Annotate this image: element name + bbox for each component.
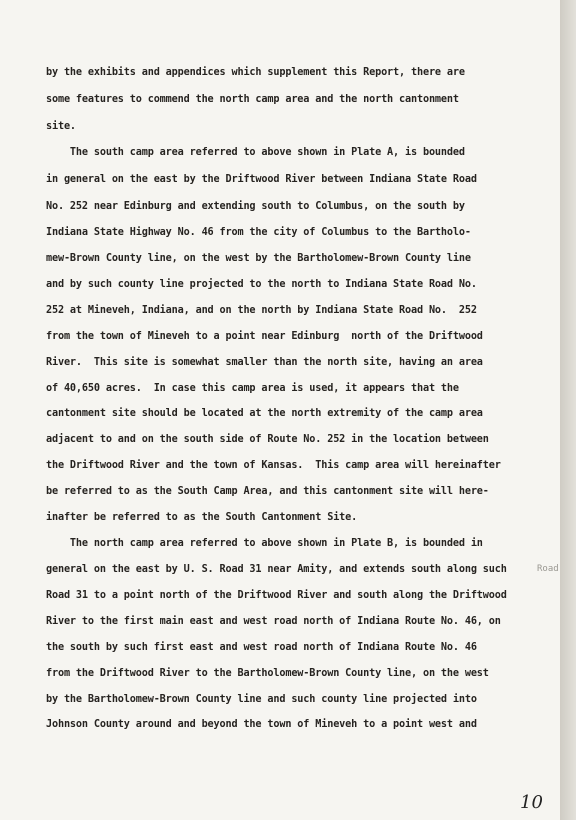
text-line-13: of 40,650 acres. In case this camp area is used, it appears that the — [46, 383, 459, 394]
text-line-16: the Driftwood River and the town of Kansas. This camp area will hereinafter — [46, 460, 501, 471]
text-line-18: inafter be referred to as the South Cantonment Site. — [46, 512, 358, 523]
text-line-12: River. This site is somewhat smaller than the north site, having an area — [46, 357, 483, 368]
text-line-14: cantonment site should be located at the north extremity of the camp area — [46, 408, 483, 419]
text-line-15: adjacent to and on the south side of Route No. 252 in the location between — [46, 434, 489, 445]
text-line-2: some features to commend the north camp area and the north cantonment — [46, 94, 459, 105]
text-line-23: the south by such first east and west road north of Indiana Route No. 46 — [46, 642, 477, 653]
text-line-25: by the Bartholomew-Brown County line and such county line projected into — [46, 694, 477, 705]
text-line-5: in general on the east by the Driftwood River between Indiana State Road — [46, 174, 477, 185]
text-line-19: The north camp area referred to above shown in Plate B, is bounded in — [46, 538, 483, 549]
text-line-20: general on the east by U. S. Road 31 near Amity, and extends south along such — [46, 564, 507, 575]
margin-bleed-through-text: Road — [537, 564, 559, 574]
text-line-6: No. 252 near Edinburg and extending south to Columbus, on the south by — [46, 201, 465, 212]
text-line-24: from the Driftwood River to the Bartholomew-Brown County line, on the west — [46, 668, 489, 679]
text-line-9: and by such county line projected to the north to Indiana State Road No. — [46, 279, 477, 290]
text-line-8: mew-Brown County line, on the west by the Bartholomew-Brown County line — [46, 253, 471, 264]
text-line-11: from the town of Mineveh to a point near Edinburg north of the Driftwood — [46, 331, 483, 342]
text-line-26: Johnson County around and beyond the town of Mineveh to a point west and — [46, 719, 477, 730]
page-edge-shadow — [560, 0, 576, 820]
text-line-7: Indiana State Highway No. 46 from the city of Columbus to the Bartholo- — [46, 227, 471, 238]
text-line-3: site. — [46, 121, 76, 132]
text-line-1: by the exhibits and appendices which supplement this Report, there are — [46, 67, 465, 78]
text-line-22: River to the first main east and west road north of Indiana Route No. 46, on — [46, 616, 501, 627]
text-line-17: be referred to as the South Camp Area, and this cantonment site will here- — [46, 486, 489, 497]
text-line-4: The south camp area referred to above shown in Plate A, is bounded — [46, 147, 465, 158]
text-line-21: Road 31 to a point north of the Driftwood River and south along the Driftwood — [46, 590, 507, 601]
text-line-10: 252 at Mineveh, Indiana, and on the north by Indiana State Road No. 252 — [46, 305, 477, 316]
page-number: 10 — [520, 792, 543, 813]
